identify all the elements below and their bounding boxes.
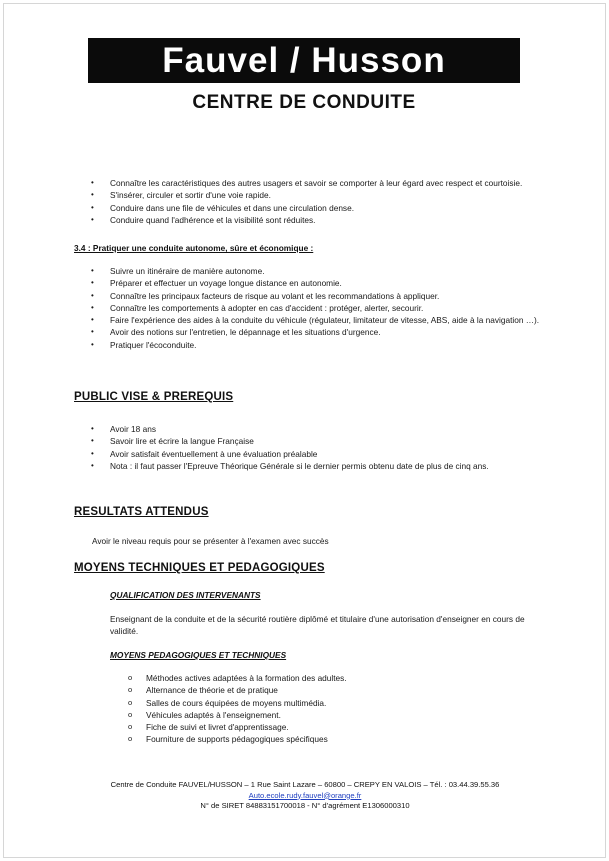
list-item: • Connaître les principaux facteurs de risque au volant et les recommandations à appliquer. — [88, 290, 540, 302]
footer-registration: N° de SIRET 84883151700018 - N° d'agrément E1306000310 — [200, 801, 410, 810]
list-item: • Connaître les comportements à adopter en cas d'accident : protéger, alerter, secourir. — [88, 302, 540, 314]
list-item: o Fourniture de supports pédagogiques spécifiques — [128, 733, 528, 745]
page-subtitle: CENTRE DE CONDUITE — [192, 92, 416, 113]
list-item: • Préparer et effectuer un voyage longue distance en autonomie. — [88, 277, 540, 289]
section-3-4-bullet-list — [88, 265, 540, 351]
list-item: • Savoir lire et écrire la langue Française — [88, 435, 533, 447]
list-item: o Fiche de suivi et livret d'apprentissage. — [128, 721, 528, 733]
list-item: o Salles de cours équipées de moyens multimédia. — [128, 697, 528, 709]
moyens-heading: MOYENS TECHNIQUES ET PEDAGOGIQUES — [74, 562, 325, 574]
list-item: • Avoir 18 ans — [88, 423, 533, 435]
list-item: • Faire l'expérience des aides à la conduite du véhicule (régulateur, limitateur de vitesse, ABS, aide à la navigation …). — [88, 314, 540, 326]
resultats-heading: RESULTATS ATTENDUS — [74, 506, 209, 518]
list-item: • Avoir satisfait éventuellement à une évaluation préalable — [88, 448, 533, 460]
logo-banner: Fauvel / Husson — [88, 38, 520, 83]
section-3-4-heading: 3.4 : Pratiquer une conduite autonome, sûre et économique : — [74, 243, 314, 253]
list-item: • Conduire dans une file de véhicules et dans une circulation dense. — [88, 202, 536, 214]
public-bullet-list — [88, 423, 533, 472]
list-item: • Conduire quand l'adhérence et la visibilité sont réduites. — [88, 214, 536, 226]
footer-address: Centre de Conduite FAUVEL/HUSSON – 1 Rue Saint Lazare – 60800 – CREPY EN VALOIS – Tél. : 03.44.39.55.36 — [110, 780, 500, 789]
list-item: o Alternance de théorie et de pratique — [128, 684, 528, 696]
list-item: • Avoir des notions sur l'entretien, le dépannage et les situations d'urgence. — [88, 326, 540, 338]
list-item: • Pratiquer l'écoconduite. — [88, 339, 540, 351]
resultats-text: Avoir le niveau requis pour se présenter à l'examen avec succès — [92, 536, 329, 546]
list-item: • Suivre un itinéraire de manière autonome. — [88, 265, 540, 277]
pedagogiques-list — [128, 672, 528, 746]
list-item: • Connaître les caractéristiques des autres usagers et savoir se comporter à leur égard avec respect et courtoisie. — [88, 177, 536, 189]
qualification-heading: QUALIFICATION DES INTERVENANTS — [110, 590, 261, 600]
pedagogiques-heading: MOYENS PEDAGOGIQUES ET TECHNIQUES — [110, 650, 287, 660]
list-item: o Véhicules adaptés à l'enseignement. — [128, 709, 528, 721]
list-item: • S'insérer, circuler et sortir d'une voie rapide. — [88, 189, 536, 201]
intro-bullet-list — [88, 177, 536, 226]
qualification-text: Enseignant de la conduite et de la sécurité routière diplômé et titulaire d'une autorisation d'enseigner en cours de validité. — [110, 614, 525, 637]
list-item: o Méthodes actives adaptées à la formation des adultes. — [128, 672, 528, 684]
public-heading: PUBLIC VISE & PREREQUIS — [74, 391, 234, 403]
footer — [60, 780, 550, 812]
footer-email-link[interactable]: Auto.ecole.rudy.fauvel@orange.fr — [248, 790, 362, 800]
list-item: • Nota : il faut passer l'Epreuve Théorique Générale si le dernier permis obtenu date de plus de cinq ans. — [88, 460, 533, 472]
